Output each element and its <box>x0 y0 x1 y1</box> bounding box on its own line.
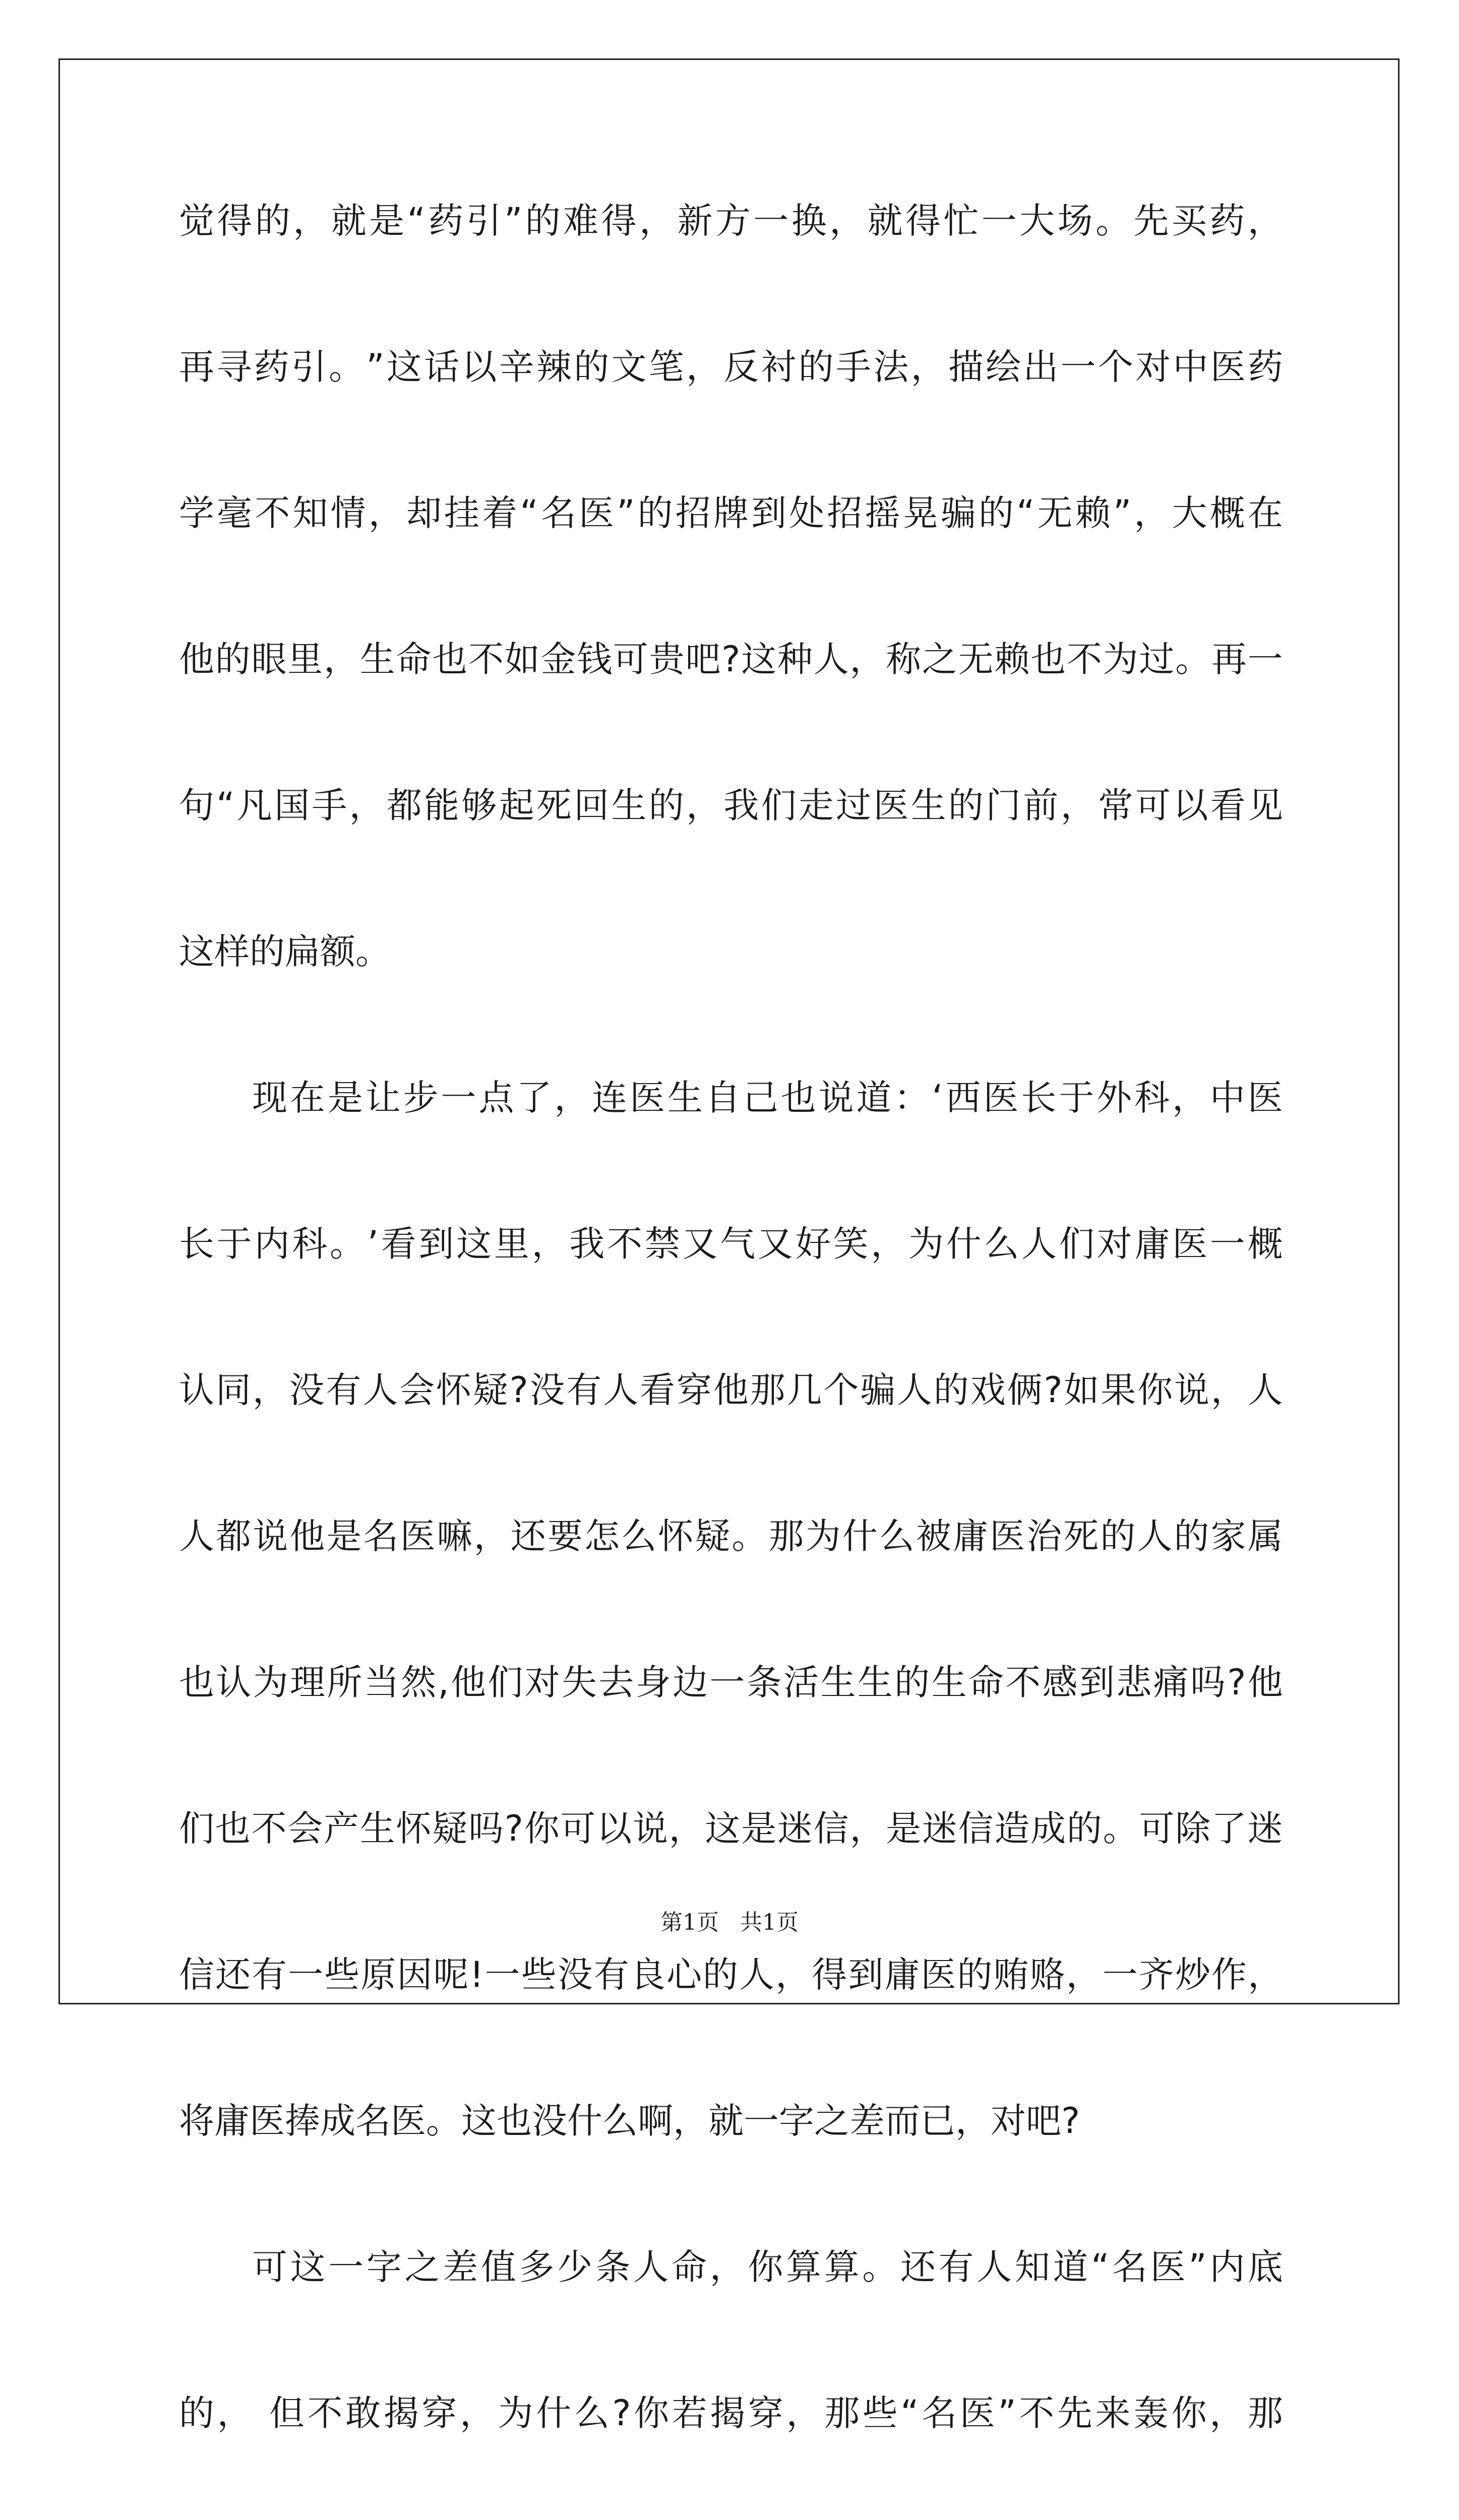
text-line: 的 ， 但 不 敢 揭 穿 ， 为 什 么 ? 你 若 揭 穿 ， 那 些 “ 名 医 ” 不 先 来 轰 你 ， 那 <box>179 2392 1283 2434</box>
text-line: 句 “ 凡 国 手 ， 都 能 够 起 死 回 生 的 ， 我 们 走 过 医 生 的 门 前 ， 常 可 以 看 见 <box>179 785 1283 826</box>
text-line: 也 认 为 理 所 当 然 , 他 们 对 失 去 身 边 一 条 活 生 生 的 生 命 不 感 到 悲 痛 吗 ? 他 <box>179 1662 1283 1703</box>
text-line: 长 于 内 科 。 ’ 看 到 这 里 ， 我 不 禁 又 气 又 好 笑 ， 为 什 么 人 们 对 庸 医 一 概 <box>179 1223 1283 1265</box>
text-line: 们 也 不 会 产 生 怀 疑 吗 ? 你 可 以 说 ， 这 是 迷 信 ， 是 迷 信 造 成 的 。 可 除 了 迷 <box>179 1808 1283 1849</box>
page-footer <box>0 1904 1459 1936</box>
text-line: 人 都 说 他 是 名 医 嘛 ， 还 要 怎 么 怀 疑 。 那 为 什 么 被 庸 医 治 死 的 人 的 家 属 <box>179 1516 1283 1557</box>
text-line: 觉 得 的 ， 就 是 “ 药 引 ” 的 难 得 ， 新 方 一 换 ， 就 得 忙 一 大 场 。 先 买 药 ， <box>179 200 1283 241</box>
text-line: 现 在 是 让 步 一 点 了 ， 连 医 生 自 己 也 说 道 ： ‘ 西 医 长 于 外 科 ， 中 医 <box>252 1077 1283 1118</box>
text-line: 再 寻 药 引 。 ” 这 话 以 辛 辣 的 文 笔 ， 反 衬 的 手 法 ， 描 绘 出 一 个 对 中 医 药 <box>179 346 1283 388</box>
text-line: 他 的 眼 里 ， 生 命 也 不 如 金 钱 可 贵 吧 ? 这 种 人 ， 称 之 无 赖 也 不 为 过 。 再 一 <box>179 639 1283 680</box>
document-body <box>179 186 1283 2520</box>
text-line: 认 同 ， 没 有 人 会 怀 疑 ? 没 有 人 看 穿 他 那 几 个 骗 人 的 戏 俩 ? 如 果 你 说 ， 人 <box>179 1369 1283 1411</box>
text-line: 学 毫 不 知 情 ， 却 挂 着 “ 名 医 ” 的 招 牌 到 处 招 摇 晃 骗 的 “ 无 赖 ” ， 大 概 在 <box>179 492 1283 534</box>
text-line: 可 这 一 字 之 差 值 多 少 条 人 命 ， 你 算 算 。 还 有 人 知 道 “ 名 医 ” 内 底 <box>252 2246 1283 2288</box>
text-line: 将 庸 医 捧 成 名 医 。 这 也 没 什 么 啊 ， 就 一 字 之 差 而 已 ， 对 吧 ? <box>179 2100 1080 2141</box>
page-number-total: 共1页 <box>740 1910 799 1935</box>
text-line: 这 样 的 扁 额 。 <box>179 931 391 972</box>
text-line: 信 还 有 一 些 原 因 呢 ! 一 些 没 有 良 心 的 人 ， 得 到 庸 医 的 贿 赂 ， 一 齐 炒 作 ， <box>179 1954 1283 1995</box>
page-number-current: 第1页 <box>660 1910 719 1935</box>
